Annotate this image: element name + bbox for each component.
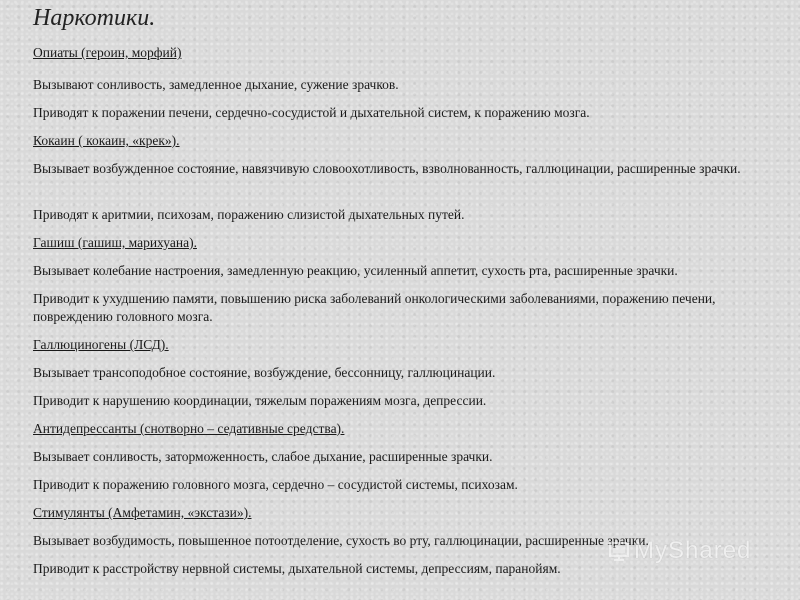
section-effects-stimulants: Вызывает возбудимость, повышенное потоотделение, сухость во рту, галлюцинации, расширенные зрачки.	[33, 533, 649, 548]
watermark-logo	[608, 537, 751, 565]
page-title: Наркотики.	[33, 5, 156, 31]
section-consequences-antidepressants: Приводит к поражению головного мозга, сердечно – сосудистой системы, психозам.	[33, 477, 518, 492]
section-heading-stimulants: Стимулянты (Амфетамин, «экстази»).	[33, 505, 252, 520]
section-effects-hashish: Вызывает колебание настроения, замедленную реакцию, усиленный аппетит, сухость рта, расширенные зрачки.	[33, 263, 678, 278]
watermark-text: MyShared	[634, 537, 752, 564]
presentation-board-icon	[608, 540, 630, 562]
section-effects-antidepressants: Вызывает сонливость, заторможенность, слабое дыхание, расширенные зрачки.	[33, 449, 493, 464]
section-heading-hallucinogens: Галлюциногены (ЛСД).	[33, 337, 169, 352]
section-consequences-stimulants: Приводит к расстройству нервной системы, дыхательной системы, депрессиям, паранойям.	[33, 561, 561, 576]
section-consequences-opiates: Приводят к поражении печени, сердечно-сосудистой и дыхательной систем, к поражению мозга.	[33, 105, 590, 120]
section-heading-opiates: Опиаты (героин, морфий)	[33, 45, 182, 60]
section-consequences-hashish: Приводит к ухудшению памяти, повышению риска заболеваний онкологическими заболеваниями, поражению печени, повреждению головного мозга.	[33, 291, 716, 324]
section-effects-opiates: Вызывают сонливость, замедленное дыхание, сужение зрачков.	[33, 77, 399, 92]
section-heading-antidepressants: Антидепрессанты (снотворно – седативные средства).	[33, 421, 345, 436]
section-effects-hallucinogens: Вызывает трансоподобное состояние, возбуждение, бессонницу, галлюцинации.	[33, 365, 496, 380]
section-effects-cocaine: Вызывает возбужденное состояние, навязчивую словоохотливость, взволнованность, галлюцинации, расширенные зрачки.	[33, 161, 741, 176]
section-heading-hashish: Гашиш (гашиш, марихуана).	[33, 235, 197, 250]
section-heading-cocaine: Кокаин ( кокаин, «крек»).	[33, 133, 180, 148]
section-consequences-hallucinogens: Приводит к нарушению координации, тяжелым поражениям мозга, депрессии.	[33, 393, 487, 408]
section-consequences-cocaine: Приводят к аритмии, психозам, поражению слизистой дыхательных путей.	[33, 207, 465, 222]
